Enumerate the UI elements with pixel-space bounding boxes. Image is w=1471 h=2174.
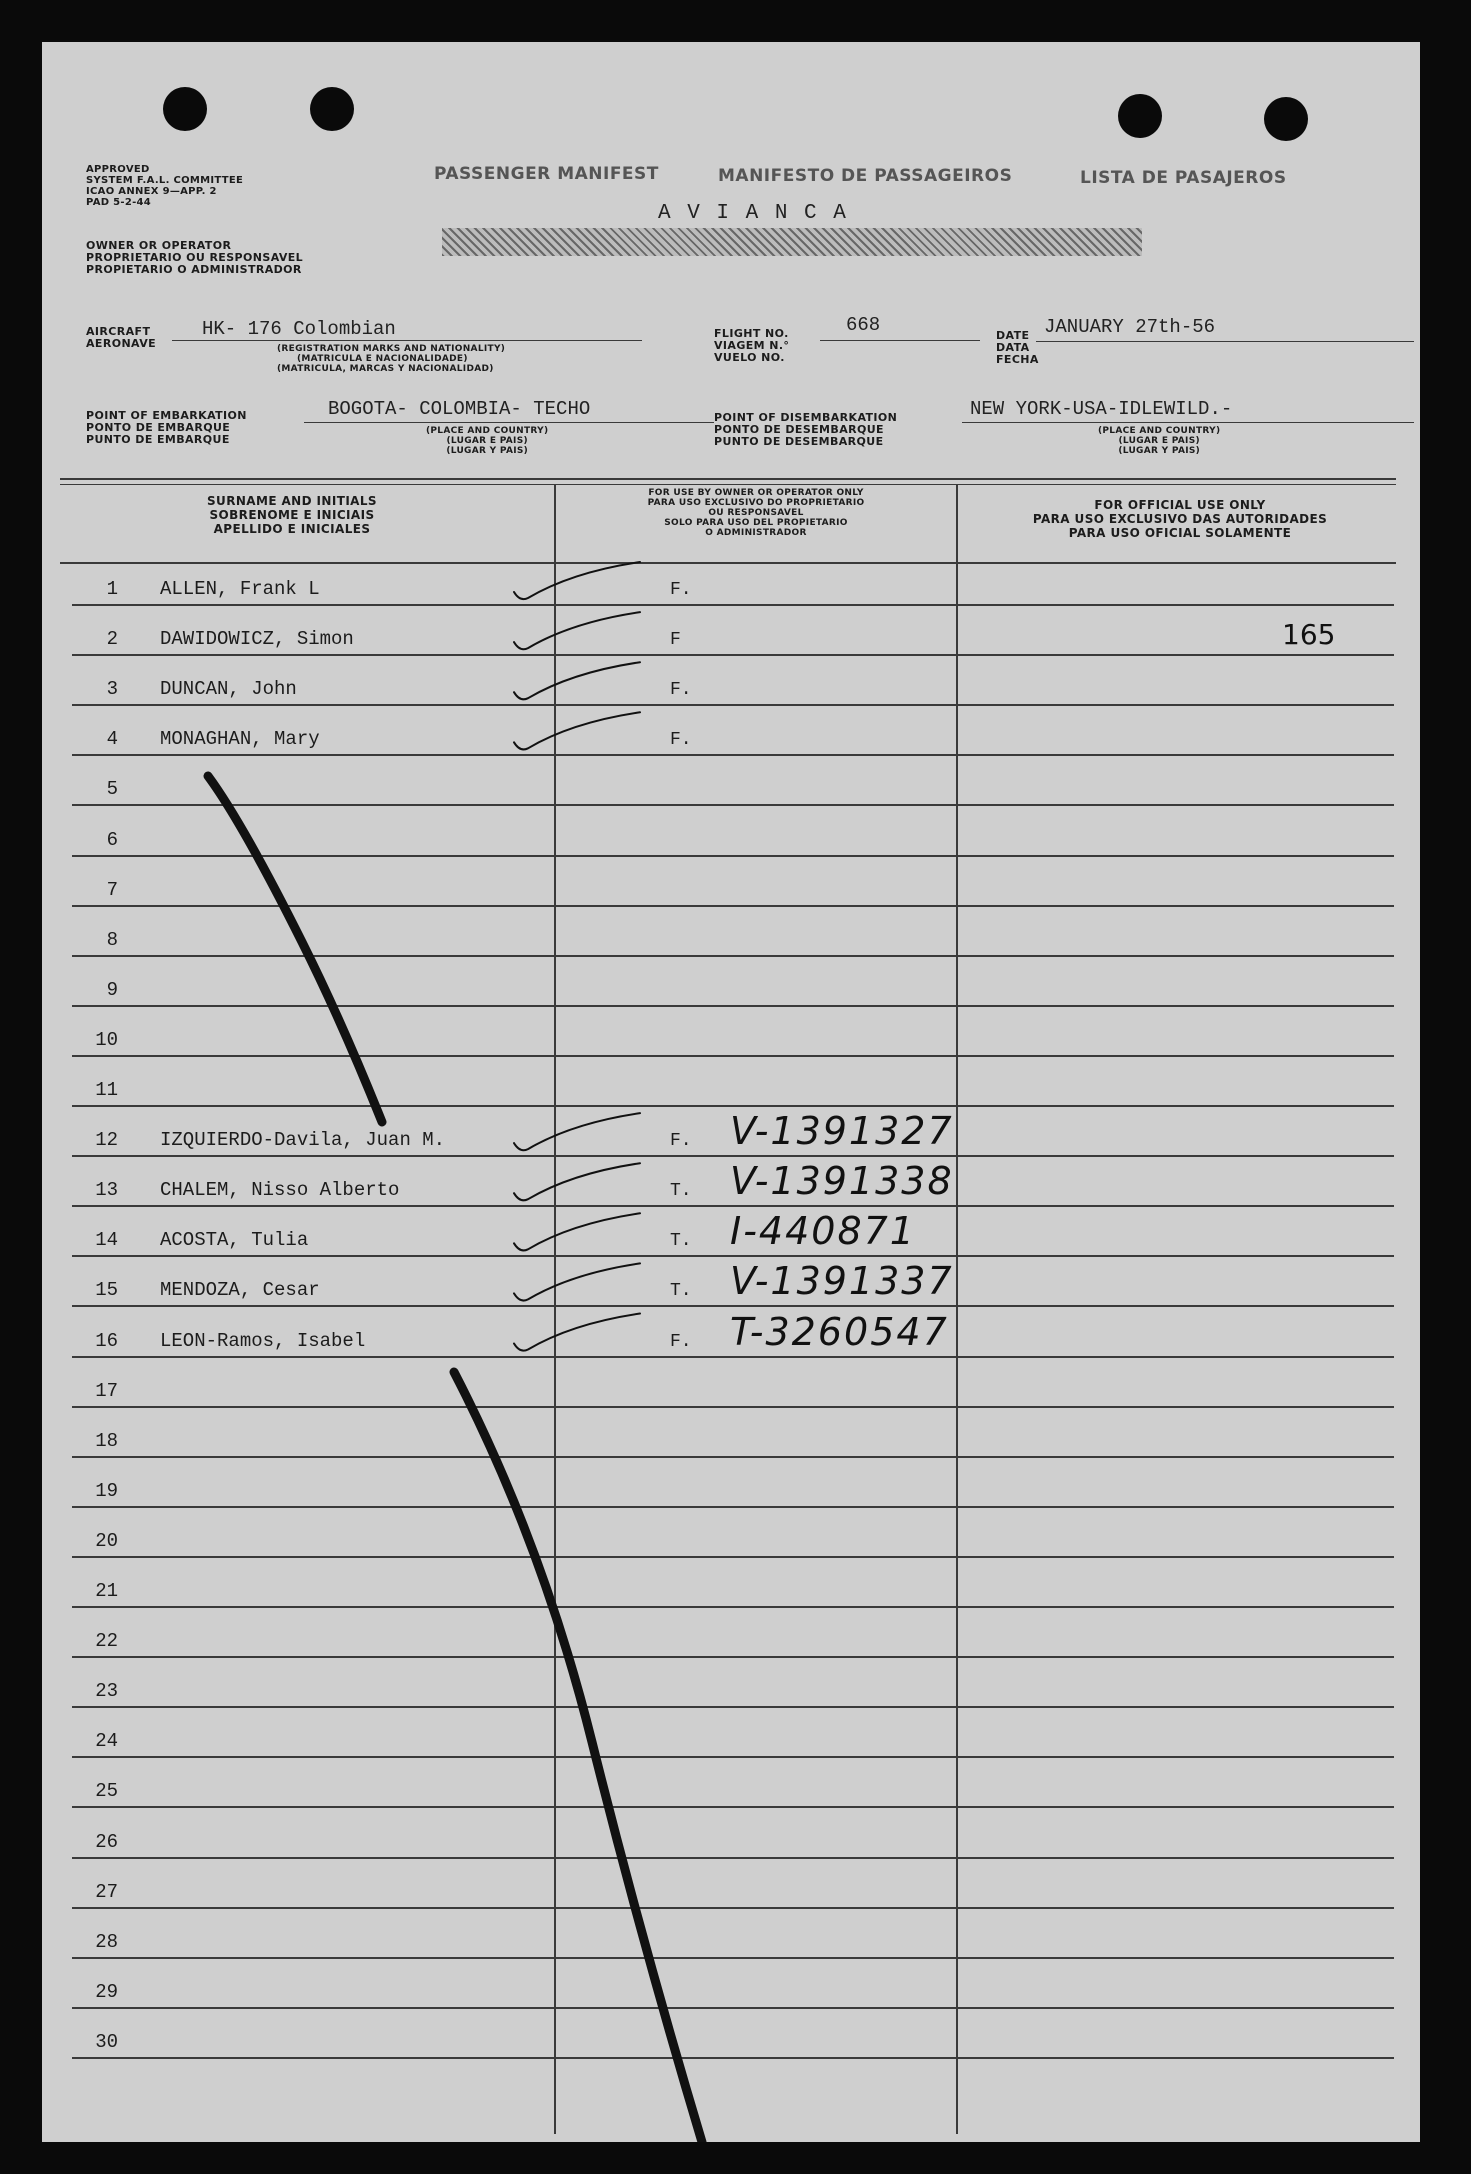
passenger-name: LEON-Ramos, Isabel: [160, 1329, 366, 1352]
annotation-layer: [42, 42, 1420, 2142]
passenger-name: MONAGHAN, Mary: [160, 728, 320, 751]
header-line: FOR OFFICIAL USE ONLY: [1094, 498, 1266, 512]
disembarkation-label-line: PUNTO DE DESEMBARQUE: [714, 435, 884, 448]
header-line: PARA USO OFICIAL SOLAMENTE: [1068, 526, 1292, 540]
aircraft-value: HK- 176 Colombian: [202, 318, 396, 340]
row-number: 6: [106, 828, 118, 851]
passenger-code: F.: [670, 730, 692, 751]
disembarkation-label-line: POINT OF DISEMBARKATION: [714, 411, 898, 424]
passenger-name: MENDOZA, Cesar: [160, 1279, 320, 1302]
row-number: 27: [95, 1880, 118, 1903]
title-spanish: LISTA DE PASAJEROS: [1080, 168, 1287, 188]
row-number: 29: [95, 1980, 118, 2003]
passenger-name: ACOSTA, Tulia: [160, 1229, 309, 1252]
embarkation-hint-line: (LUGAR Y PAIS): [446, 446, 529, 456]
passenger-code: F.: [670, 1331, 692, 1352]
check-mark-icon: [514, 1314, 640, 1351]
passenger-code: T.: [670, 1281, 692, 1302]
strike-line: [208, 776, 382, 1122]
date-label-line: FECHA: [996, 353, 1039, 366]
check-mark-icon: [514, 1113, 640, 1150]
official-stamp-number: 165: [1282, 618, 1336, 651]
embarkation-value: BOGOTA- COLOMBIA- TECHO: [328, 398, 591, 420]
row-number: 18: [95, 1429, 118, 1452]
flight-label-line: FLIGHT NO.: [714, 327, 789, 340]
aircraft-label-en: AIRCRAFT: [86, 325, 151, 338]
title-english: PASSENGER MANIFEST: [434, 164, 659, 184]
row-number: 20: [95, 1529, 118, 1552]
disembarkation-hint-line: (PLACE AND COUNTRY): [1098, 426, 1221, 436]
passenger-code: F: [670, 630, 681, 651]
flight-label-line: VIAGEM N.°: [714, 339, 790, 352]
check-mark-icon: [514, 1163, 640, 1200]
aircraft-hint-line: (MATRICULA, MARCAS Y NACIONALIDAD): [277, 364, 494, 374]
aircraft-hint-line: (MATRICULA E NACIONALIDADE): [297, 354, 468, 364]
disembarkation-value: NEW YORK-USA-IDLEWILD.-: [970, 398, 1233, 420]
row-number: 7: [106, 878, 118, 901]
row-number: 16: [95, 1329, 118, 1352]
owner-line: OWNER OR OPERATOR: [86, 239, 232, 252]
row-number: 11: [95, 1079, 118, 1101]
aircraft-label-es: AERONAVE: [86, 337, 157, 350]
embarkation-label-line: PUNTO DE EMBARQUE: [86, 433, 230, 446]
passenger-code: T.: [670, 1181, 692, 1202]
passenger-code: F.: [670, 1131, 692, 1152]
operator-name: A V I A N C A: [658, 202, 848, 225]
check-mark-icon: [514, 1263, 640, 1300]
header-line: O ADMINISTRADOR: [705, 528, 807, 538]
row-number: 28: [95, 1930, 118, 1953]
check-mark-icon: [514, 662, 640, 699]
owner-line: PROPIETARIO O ADMINISTRADOR: [86, 263, 302, 276]
row-number: 26: [95, 1830, 118, 1853]
passenger-name: DAWIDOWICZ, Simon: [160, 628, 354, 651]
row-number: 24: [95, 1730, 118, 1753]
header-line: SURNAME AND INITIALS: [207, 494, 377, 508]
row-number: 13: [95, 1179, 118, 1202]
header-line: SOBRENOME E INICIAIS: [209, 508, 375, 522]
passenger-name: ALLEN, Frank L: [160, 578, 320, 600]
row-number: 3: [106, 678, 118, 701]
approval-line: SYSTEM F.A.L. COMMITTEE: [86, 175, 244, 186]
embarkation-hint-line: (PLACE AND COUNTRY): [426, 426, 549, 436]
embarkation-label-line: POINT OF EMBARKATION: [86, 409, 247, 422]
document-number: V-1391338: [730, 1159, 954, 1204]
header-line: OU RESPONSAVEL: [708, 508, 804, 518]
strike-line: [454, 1372, 702, 2142]
passenger-code: F.: [670, 680, 692, 701]
header-line: SOLO PARA USO DEL PROPIETARIO: [664, 518, 848, 528]
title-portuguese: MANIFESTO DE PASSAGEIROS: [718, 166, 1013, 186]
row-number: 10: [95, 1028, 118, 1051]
row-number: 5: [106, 778, 118, 801]
date-label-line: DATE: [996, 329, 1030, 342]
row-number: 22: [95, 1630, 118, 1653]
check-mark-icon: [514, 612, 640, 649]
check-mark-icon: [514, 562, 640, 599]
row-number: 25: [95, 1780, 118, 1803]
row-number: 15: [95, 1279, 118, 1302]
embarkation-label-line: PONTO DE EMBARQUE: [86, 421, 231, 434]
date-value: JANUARY 27th-56: [1044, 316, 1216, 338]
check-mark-icon: [514, 1213, 640, 1250]
document-number: T-3260547: [730, 1309, 949, 1354]
row-number: 21: [95, 1580, 118, 1602]
row-number: 23: [95, 1680, 118, 1703]
check-mark-icon: [514, 712, 640, 749]
row-number: 30: [95, 2030, 118, 2053]
passenger-name: DUNCAN, John: [160, 678, 297, 701]
row-number: 1: [106, 578, 118, 600]
row-number: 9: [106, 978, 118, 1001]
disembarkation-hint-line: (LUGAR E PAIS): [1118, 436, 1200, 446]
row-number: 8: [106, 928, 118, 951]
row-number: 12: [95, 1129, 118, 1152]
row-number: 4: [106, 728, 118, 751]
header-line: APELLIDO E INICIALES: [213, 522, 371, 536]
date-label-line: DATA: [996, 341, 1030, 354]
header-line: PARA USO EXCLUSIVO DO PROPRIETARIO: [647, 498, 865, 508]
header-line: FOR USE BY OWNER OR OPERATOR ONLY: [648, 488, 864, 498]
document-number: V-1391327: [730, 1109, 954, 1154]
approval-line: APPROVED: [86, 164, 150, 175]
document-number: I-440871: [730, 1209, 916, 1254]
passenger-name: CHALEM, Nisso Alberto: [160, 1179, 400, 1202]
manifest-sheet: [42, 42, 1420, 2142]
row-number: 2: [106, 628, 118, 651]
embarkation-hint-line: (LUGAR E PAIS): [446, 436, 528, 446]
approval-line: ICAO ANNEX 9—APP. 2: [86, 186, 217, 197]
row-number: 19: [95, 1479, 118, 1502]
passenger-name: IZQUIERDO-Davila, Juan M.: [160, 1129, 446, 1152]
passenger-code: F.: [670, 580, 692, 600]
flight-label-line: VUELO NO.: [714, 351, 785, 364]
passenger-code: T.: [670, 1231, 692, 1252]
row-number: 14: [95, 1229, 118, 1252]
header-line: PARA USO EXCLUSIVO DAS AUTORIDADES: [1032, 512, 1328, 526]
approval-line: PAD 5-2-44: [86, 197, 152, 208]
aircraft-hint-line: (REGISTRATION MARKS AND NATIONALITY): [277, 344, 506, 354]
flight-number: 668: [846, 314, 881, 336]
document-number: V-1391337: [730, 1259, 954, 1304]
disembarkation-label-line: PONTO DE DESEMBARQUE: [714, 423, 884, 436]
owner-line: PROPRIETARIO OU RESPONSAVEL: [86, 251, 304, 264]
row-number: 17: [95, 1379, 118, 1402]
disembarkation-hint-line: (LUGAR Y PAIS): [1118, 446, 1201, 456]
